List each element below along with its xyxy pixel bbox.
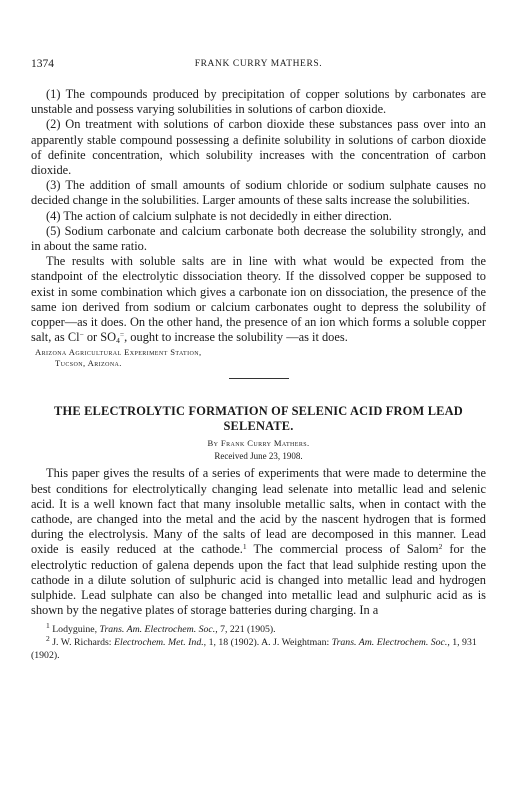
footnote-1-author: Lodyguine, (49, 624, 100, 636)
page-header (31, 58, 486, 74)
article-text-a: This paper gives the results of a series of experiments that were made to determine the best conditions for electrolytically changing lead selenate into metallic lead and selenic acid. It is a well known fact that many insoluble metallic salts, when in contact with the cathode, are changed into the metal and the acid by the nascent hydrogen that is formed during the electrolysis. Many of the salts of lead are decomposed in this manner. Lead oxide is easily reduced at the cathode. (31, 466, 486, 557)
footnote-1-mark: 1 (46, 621, 50, 631)
footnote-2-author: J. W. Richards: (49, 637, 114, 649)
footnote-1-journal: Trans. Am. Electrochem. Soc. (99, 624, 216, 636)
article-title-line-2: SELENATE. (223, 419, 294, 434)
discussion-text-b: or SO (83, 330, 117, 345)
footnote-ref-2[interactable]: 2 (438, 542, 443, 552)
footnote-2-journal-2: Trans. Am. Electrochem. Soc. (331, 637, 448, 649)
conclusion-item-5: (5) Sodium carbonate and calcium carbonate both decrease the solubility strongly, and in about the same ratio. (31, 223, 486, 254)
discussion-text-a: The results with soluble salts are in line with what would be expected from the standpoint of the electrolytic dissociation theory. If the dissolved copper be supposed to exist in some combination which gives a carbonate ion on dissociation, the presence of the same ion derived from sodium or calcium carbonates ought to depress the solubility of copper—as it does. On the other hand, the presence of an ion which forms a soluble copper salt, as Cl (31, 254, 486, 345)
article-title (31, 404, 486, 434)
station-affiliation (31, 347, 486, 369)
conclusion-item-3: (3) The addition of small amounts of sodium chloride or sodium sulphate causes no decided change in the solubilities. Larger amounts of these salts increase the solubilities. (31, 178, 486, 208)
conclusion-item-2: (2) On treatment with solutions of carbon dioxide these substances pass over into an apparently stable compound possessing a definite solubility in solutions of carbon dioxide of definite concentration, which solubility increases with the concentration of carbon dioxide. (31, 117, 486, 178)
footnote-2-journal: Electrochem. Met. Ind. (113, 637, 204, 649)
discussion-text-c: , ought to increase the solubility —as it does. (124, 330, 348, 345)
page-number: 1374 (31, 58, 54, 70)
conclusion-item-4: (4) The action of calcium sulphate is not decidedly in either direction. (46, 208, 392, 223)
station-line-2: Tucson, Arizona. (55, 358, 122, 369)
article-text-c: for the electrolytic reduction of galena depends upon the fact that lead sulphide resting upon the cathode in a dilute solution of sulphuric acid is changed into metallic lead and hydrogen sulphide. Lead sulphate can also be changed into metallic lead and sulphuric acid as is shown by the negative plates of storage batteries during charging. In a (31, 542, 487, 618)
running-head: FRANK CURRY MATHERS. (194, 59, 323, 69)
footnote-2-mid: , 1, 18 (1902). A. J. Weightman: (203, 637, 332, 649)
article-byline: By Frank Curry Mathers. (207, 438, 310, 449)
conclusion-item-1: (1) The compounds produced by precipitation of copper solutions by carbonates are unstable and possess varying solubilities in solutions of carbon dioxide. (31, 87, 486, 117)
chloride-charge: − (79, 330, 84, 340)
section-divider (229, 378, 289, 379)
sulphate-subscript: 4 (116, 336, 120, 346)
station-line-1: Arizona Agricultural Experiment Station, (35, 347, 202, 358)
footnote-2 (31, 636, 486, 662)
footnote-ref-1[interactable]: 1 (242, 542, 247, 552)
footnote-2-mark: 2 (46, 634, 50, 644)
footnote-1-rest: , 7, 221 (1905). (215, 624, 276, 636)
discussion-paragraph (31, 254, 486, 345)
page-body (31, 87, 486, 662)
footnote-1 (31, 623, 486, 636)
article-paragraph (31, 466, 486, 618)
received-date: Received June 23, 1908. (214, 451, 303, 462)
sulphate-charge: = (119, 330, 125, 340)
article-text-b: The commercial process of Salom (246, 542, 439, 557)
footnote-2-rest: , 1, 931 (1902). (31, 637, 477, 662)
article-title-line-1: THE ELECTROLYTIC FORMATION OF SELENIC ACID FROM LEAD (54, 404, 463, 419)
